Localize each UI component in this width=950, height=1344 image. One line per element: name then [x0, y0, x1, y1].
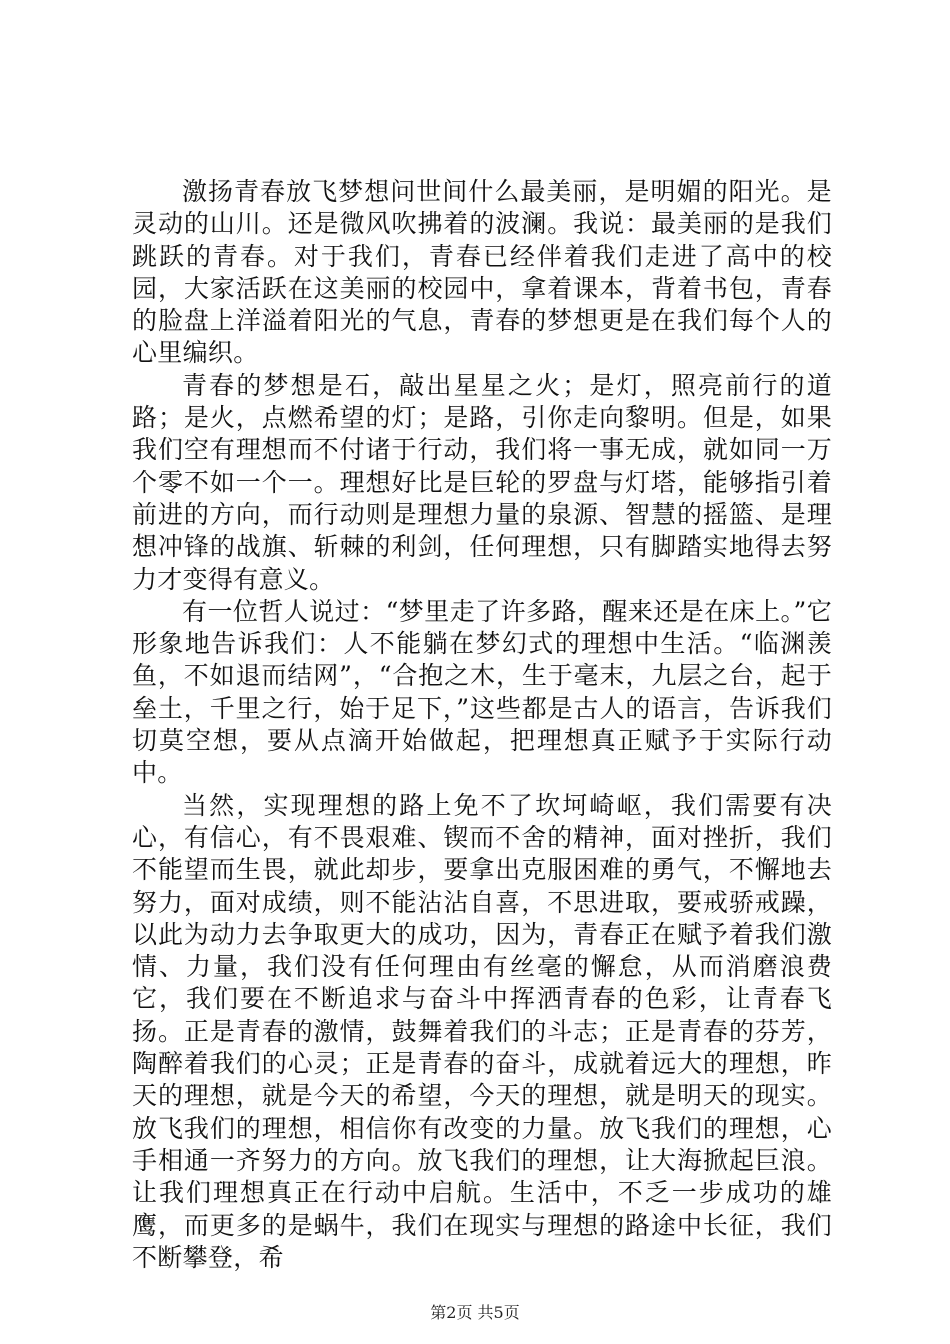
page-footer: 第2页 共5页	[430, 1303, 520, 1322]
document-body	[132, 176, 832, 1274]
paragraph-1: 激扬青春放飞梦想问世间什么最美丽，是明媚的阳光。是灵动的山川。还是微风吹拂着的波澜。我说：最美丽的是我们跳跃的青春。对于我们，青春已经伴着我们走进了高中的校园，大家活跃在这美丽的校园中，拿着课本，背着书包，青春的脸盘上洋溢着阳光的气息，青春的梦想更是在我们每个人的心里编织。	[132, 177, 832, 368]
paragraph-3: 有一位哲人说过：“梦里走了许多路，醒来还是在床上。”它形象地告诉我们：人不能躺在梦幻式的理想中生活。“临渊羡鱼，不如退而结网”，“合抱之木，生于毫末，九层之台，起于垒土，千里之行，始于足下，”这些都是古人的语言，告诉我们切莫空想，要从点滴开始做起，把理想真正赋予于实际行动中。	[132, 596, 832, 788]
paragraph-2: 青春的梦想是石，敲出星星之火；是灯，照亮前行的道路；是火，点燃希望的灯；是路，引你走向黎明。但是，如果我们空有理想而不付诸于行动，我们将一事无成，就如同一万个零不如一个一。理想好比是巨轮的罗盘与灯塔，能够指引着前进的方向，而行动则是理想力量的泉源、智慧的摇篮、是理想冲锋的战旗、斩棘的利剑，任何理想，只有脚踏实地得去努力才变得有意义。	[132, 370, 832, 594]
paragraph-4: 当然，实现理想的路上免不了坎坷崎岖，我们需要有决心，有信心，有不畏艰难、锲而不舍的精神，面对挫折，我们不能望而生畏，就此却步，要拿出克服困难的勇气，不懈地去努力，面对成绩，则不能沾沾自喜，不思进取，要戒骄戒躁，以此为动力去争取更大的成功，因为，青春正在赋予着我们激情、力量，我们没有任何理由有丝毫的懈怠，从而消磨浪费它，我们要在不断追求与奋斗中挥洒青春的色彩，让青春飞扬。正是青春的激情，鼓舞着我们的斗志；正是青春的芬芳，陶醉着我们的心灵；正是青春的奋斗，成就着远大的理想，昨天的理想，就是今天的希望，今天的理想，就是明天的现实。放飞我们的理想，相信你有改变的力量。放飞我们的理想，心手相通一齐努力的方向。放飞我们的理想，让大海掀起巨浪。让我们理想真正在行动中启航。生活中，不乏一步成功的雄鹰，而更多的是蜗牛，我们在现实与理想的路途中长征，我们不断攀登，希	[132, 790, 832, 1272]
